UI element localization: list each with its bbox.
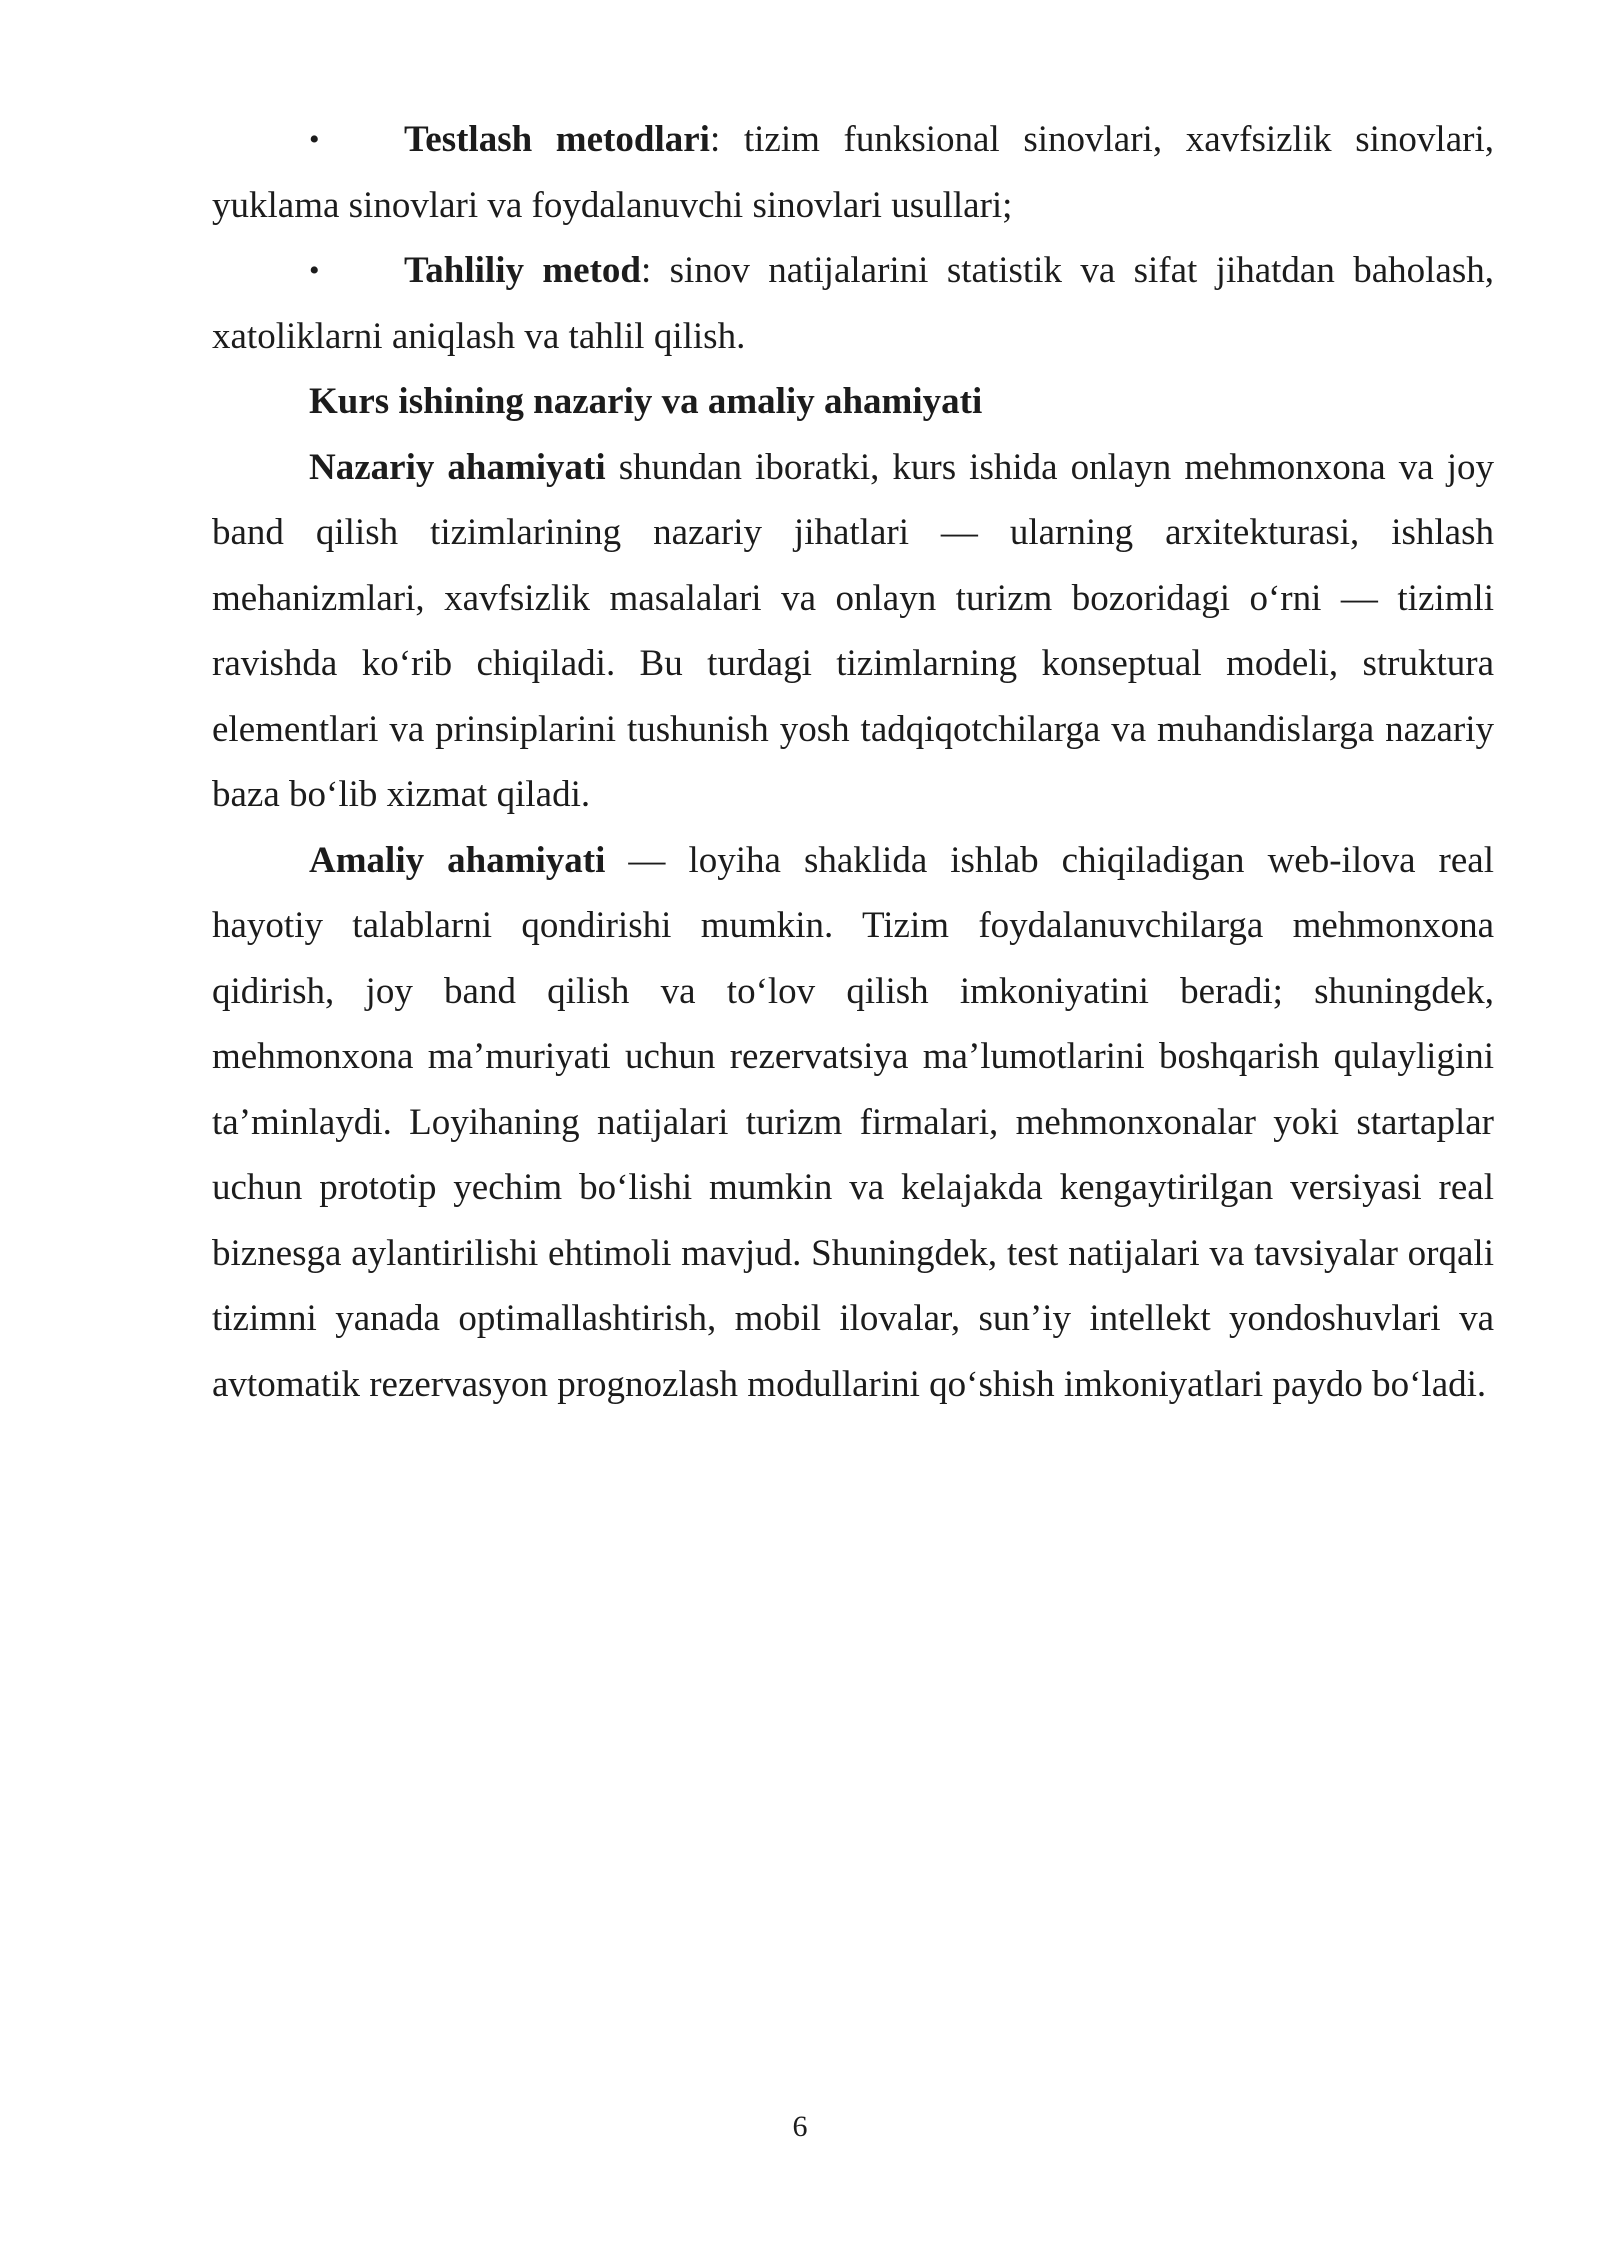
bullet-term: Tahliliy metod	[404, 250, 641, 291]
paragraph-practical-significance	[212, 828, 1494, 1418]
page-content	[212, 107, 1494, 1417]
section-heading: Kurs ishining nazariy va amaliy ahamiyati	[309, 381, 983, 422]
bullet-symbol: •	[309, 254, 320, 287]
paragraph-text: — loyiha shaklida ishlab chiqiladigan web-ilova real hayotiy talablarni qondirishi mumkin. Tizim foydalanuvchilarga mehmonxona qidirish, joy band qilish va to‘lov qilish imkoniyatini beradi; shuningdek, mehmonxona ma’muriyati uchun rezervatsiya ma’lumotlarini boshqarish qulayligini ta’minlaydi. Loyihaning natijalari turizm firmalari, mehmonxonalar yoki startaplar uchun prototip yechim bo‘lishi mumkin va kelajakda kengaytirilgan versiyasi real biznesga aylantirilishi ehtimoli mavjud. Shuningdek, test natijalari va tavsiyalar orqali tizimni yanada optimallashtirish, mobil ilovalar, sun’iy intellekt yondoshuvlari va avtomatik rezervasyon prognozlash modullarini qo‘shish imkoniyatlari paydo bo‘ladi.	[212, 839, 1494, 1405]
bullet-text: : tizim funksional sinovlari, xavfsizlik sinovlari, yuklama sinovlari va foydalanuvchi sinovlari usullari;	[212, 119, 1494, 226]
bullet-term: Testlash metodlari	[404, 119, 710, 160]
bullet-symbol: •	[309, 123, 320, 156]
bullet-item-testing-methods	[212, 107, 1494, 238]
paragraph-term: Amaliy ahamiyati	[309, 839, 606, 881]
paragraph-theoretical-significance	[212, 435, 1494, 828]
bullet-text: : sinov natijalarini statistik va sifat jihatdan baholash, xatoliklarni aniqlash va tahlil qilish.	[212, 250, 1494, 357]
paragraph-term: Nazariy ahamiyati	[309, 446, 606, 488]
bullet-item-analytical-method	[212, 238, 1494, 369]
paragraph-text: shundan iboratki, kurs ishida onlayn mehmonxona va joy band qilish tizimlarining nazariy jihatlari — ularning arxitekturasi, ishlash mehanizmlari, xavfsizlik masalalari va onlayn turizm bozoridagi o‘rni — tizimli ravishda ko‘rib chiqiladi. Bu turdagi tizimlarning konseptual modeli, struktura elementlari va prinsiplarini tushunish yosh tadqiqotchilarga va muhandislarga nazariy baza bo‘lib xizmat qiladi.	[212, 446, 1494, 815]
page-number: 6	[792, 2110, 808, 2143]
